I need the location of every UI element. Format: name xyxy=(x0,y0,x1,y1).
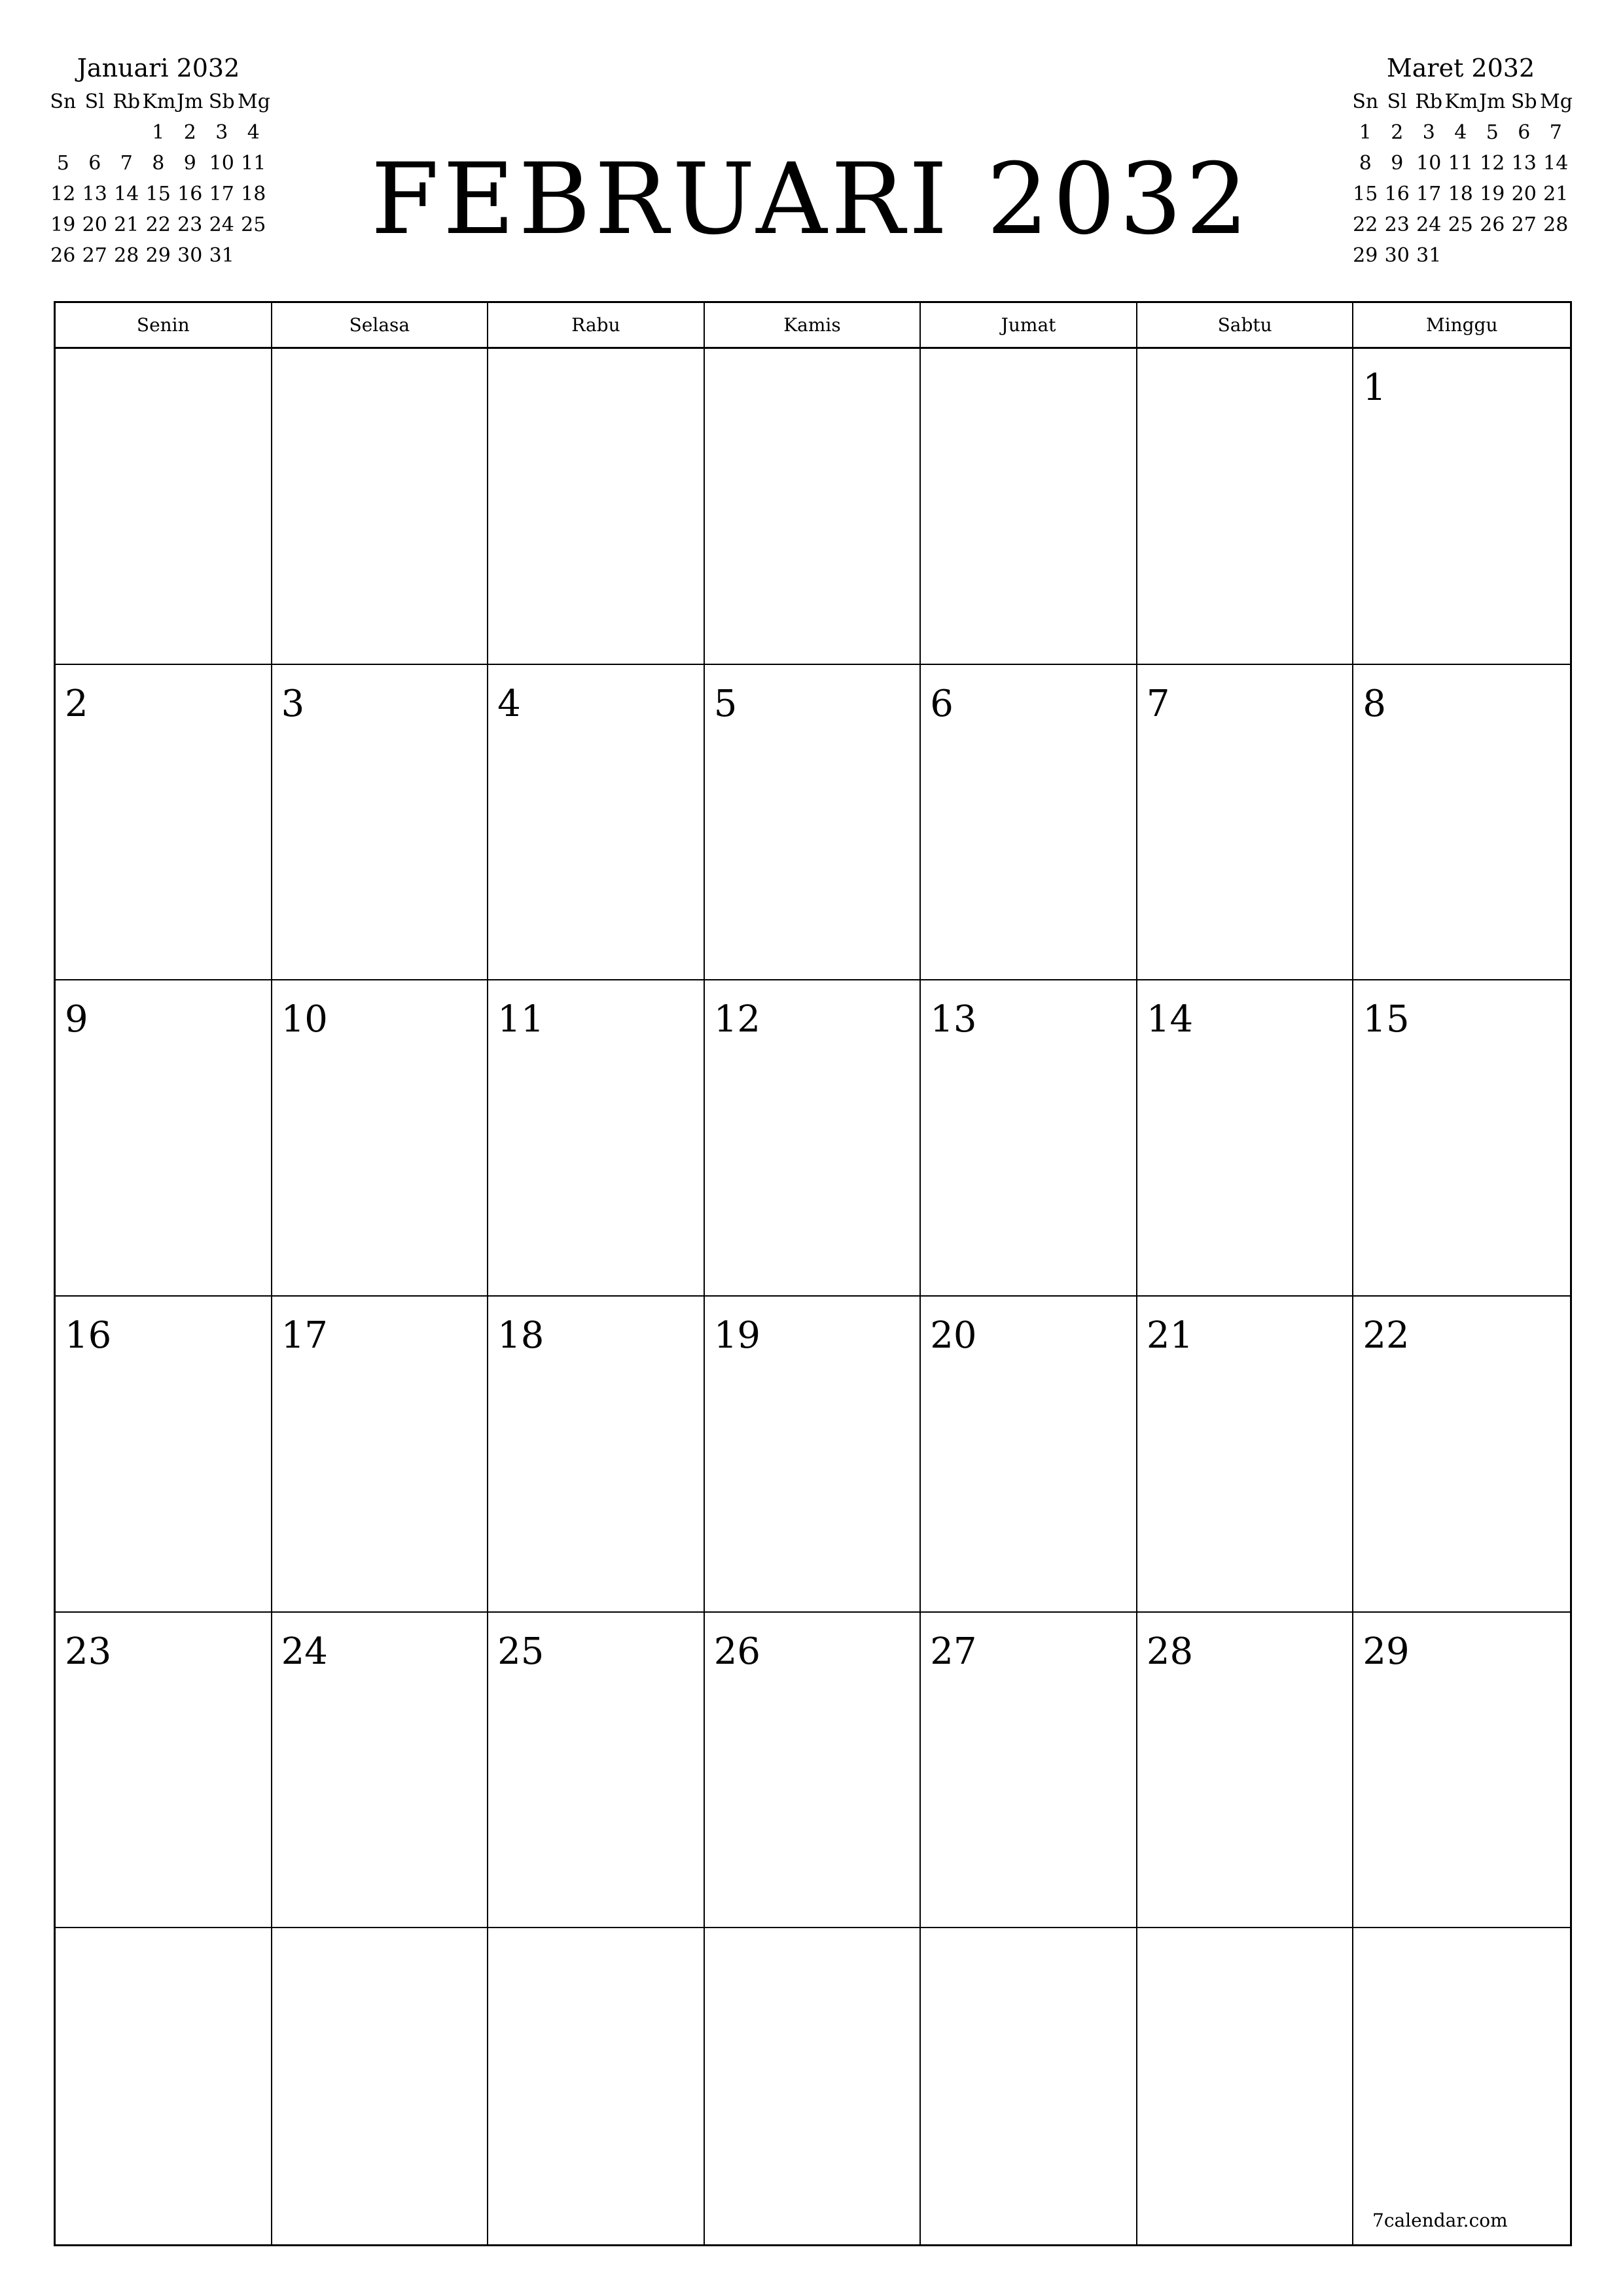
month-grid xyxy=(54,301,1572,2246)
day-cell xyxy=(921,1297,1137,1613)
mini-day: 29 xyxy=(145,244,171,267)
day-number: 7 xyxy=(1146,682,1170,725)
mini-day: 9 xyxy=(1391,152,1404,175)
mini-day: 2 xyxy=(183,121,196,144)
mini-day xyxy=(1508,240,1541,271)
mini-day: 15 xyxy=(1353,183,1378,206)
mini-day: 25 xyxy=(1448,213,1473,236)
mini-day: 11 xyxy=(1448,152,1473,175)
mini-day: 10 xyxy=(209,152,234,175)
day-number: 3 xyxy=(281,682,305,725)
day-cell xyxy=(1353,980,1570,1297)
day-cell xyxy=(56,980,272,1297)
mini-day: 6 xyxy=(1518,121,1531,144)
mini-day: 22 xyxy=(1353,213,1378,236)
day-cell xyxy=(921,665,1137,981)
day-number: 11 xyxy=(497,998,544,1041)
mini-day: 21 xyxy=(1543,183,1569,206)
day-cell xyxy=(272,980,489,1297)
day-number: 15 xyxy=(1363,998,1410,1041)
day-cell xyxy=(1137,349,1354,665)
day-cell xyxy=(272,665,489,981)
mini-calendar-title: Maret 2032 xyxy=(1386,54,1535,82)
mini-day: 5 xyxy=(1486,121,1499,144)
day-number: 27 xyxy=(930,1630,977,1673)
day-number: 29 xyxy=(1363,1630,1410,1673)
day-cell xyxy=(1137,1613,1354,1929)
page-title: FEBRUARI 2032 xyxy=(370,143,1253,257)
day-cell xyxy=(56,1613,272,1929)
day-cell xyxy=(56,349,272,665)
day-number: 16 xyxy=(65,1314,112,1357)
mini-day: 4 xyxy=(1454,121,1467,144)
mini-day: 24 xyxy=(209,213,234,236)
mini-weekday: Mg xyxy=(238,90,270,113)
day-number: 5 xyxy=(713,682,738,725)
mini-day: 9 xyxy=(183,152,196,175)
weekday-header: Minggu xyxy=(1425,314,1498,336)
day-cell xyxy=(272,349,489,665)
mini-day: 7 xyxy=(1549,121,1562,144)
mini-day: 1 xyxy=(1359,121,1372,144)
mini-weekday: Km xyxy=(1444,90,1478,113)
weekday-header: Kamis xyxy=(705,303,921,347)
day-number: 28 xyxy=(1146,1630,1194,1673)
day-number: 26 xyxy=(713,1630,760,1673)
mini-day: 20 xyxy=(1511,183,1537,206)
mini-day: 1 xyxy=(152,121,165,144)
mini-day: 14 xyxy=(114,183,139,206)
mini-day: 7 xyxy=(120,152,133,175)
day-number: 18 xyxy=(497,1314,544,1357)
mini-day: 18 xyxy=(1448,183,1473,206)
day-cell xyxy=(921,1928,1137,2244)
day-cell xyxy=(1137,1297,1354,1613)
mini-day: 31 xyxy=(209,244,234,267)
mini-day: 18 xyxy=(241,183,266,206)
day-cell xyxy=(488,1613,705,1929)
mini-day: 23 xyxy=(1384,213,1410,236)
day-number: 14 xyxy=(1146,998,1194,1041)
day-cell xyxy=(1353,1613,1570,1929)
day-number: 4 xyxy=(497,682,521,725)
day-cell xyxy=(1353,1297,1570,1613)
mini-day: 27 xyxy=(82,244,107,267)
mini-day: 22 xyxy=(145,213,171,236)
mini-weekday: Jm xyxy=(177,90,204,113)
mini-day: 23 xyxy=(177,213,203,236)
mini-day: 29 xyxy=(1353,244,1378,267)
day-cell xyxy=(1353,665,1570,981)
mini-weekday: Sn xyxy=(50,90,77,113)
mini-day: 16 xyxy=(177,183,203,206)
mini-weekday: Sb xyxy=(1510,90,1537,113)
mini-calendar-weekdays xyxy=(1349,86,1572,117)
mini-weekday: Km xyxy=(142,90,176,113)
day-number: 22 xyxy=(1363,1314,1410,1357)
mini-day xyxy=(1540,240,1572,271)
mini-weekday: Rb xyxy=(1415,90,1443,113)
day-cell xyxy=(921,1613,1137,1929)
weekday-header: Rabu xyxy=(488,303,705,347)
day-cell xyxy=(272,1613,489,1929)
mini-calendar-march xyxy=(1349,50,1572,271)
mini-day: 26 xyxy=(1480,213,1505,236)
mini-calendar-title: Januari 2032 xyxy=(77,54,240,82)
mini-day: 20 xyxy=(82,213,107,236)
day-number: 23 xyxy=(65,1630,112,1673)
mini-day: 13 xyxy=(1511,152,1537,175)
day-number: 6 xyxy=(930,682,954,725)
day-cell xyxy=(705,665,921,981)
mini-day xyxy=(1476,240,1508,271)
mini-day: 19 xyxy=(1480,183,1505,206)
weekday-header: Senin xyxy=(56,303,272,347)
weekday-header: Selasa xyxy=(272,303,489,347)
day-number: 8 xyxy=(1363,682,1387,725)
mini-calendar-weekdays xyxy=(47,86,270,117)
mini-weekday: Rb xyxy=(113,90,141,113)
mini-day: 10 xyxy=(1416,152,1442,175)
day-cell xyxy=(1137,1928,1354,2244)
mini-day: 3 xyxy=(1422,121,1435,144)
day-cell xyxy=(272,1297,489,1613)
day-number: 12 xyxy=(713,998,760,1041)
mini-day: 24 xyxy=(1416,213,1442,236)
day-cell xyxy=(488,980,705,1297)
mini-day: 27 xyxy=(1511,213,1537,236)
day-cell xyxy=(1137,980,1354,1297)
day-number: 19 xyxy=(713,1314,760,1357)
day-number: 21 xyxy=(1146,1314,1194,1357)
mini-day: 30 xyxy=(177,244,203,267)
mini-day: 13 xyxy=(82,183,107,206)
weekday-header: Jumat xyxy=(921,303,1137,347)
day-cell xyxy=(705,1928,921,2244)
day-number: 25 xyxy=(497,1630,544,1673)
day-cell xyxy=(705,1613,921,1929)
mini-weekday: Sl xyxy=(84,90,105,113)
day-cell xyxy=(272,1928,489,2244)
mini-day: 26 xyxy=(50,244,76,267)
mini-day: 16 xyxy=(1384,183,1410,206)
mini-day: 28 xyxy=(1543,213,1569,236)
day-number: 9 xyxy=(65,998,88,1041)
day-cell xyxy=(488,665,705,981)
mini-day: 8 xyxy=(1359,152,1372,175)
day-grid xyxy=(56,349,1570,2244)
day-cell xyxy=(1353,349,1570,665)
mini-weekday: Mg xyxy=(1540,90,1573,113)
mini-day: 12 xyxy=(1480,152,1505,175)
mini-day: 6 xyxy=(88,152,101,175)
mini-day: 12 xyxy=(50,183,76,206)
mini-day xyxy=(1445,240,1477,271)
mini-day: 3 xyxy=(215,121,228,144)
mini-day: 8 xyxy=(152,152,165,175)
day-cell xyxy=(56,1297,272,1613)
day-number: 1 xyxy=(1363,367,1387,409)
day-cell xyxy=(921,980,1137,1297)
mini-day: 17 xyxy=(1416,183,1442,206)
mini-day: 30 xyxy=(1384,244,1410,267)
day-cell xyxy=(488,349,705,665)
day-number: 13 xyxy=(930,998,977,1041)
mini-day: 17 xyxy=(209,183,234,206)
site-credit: 7calendar.com xyxy=(1372,2210,1508,2231)
day-cell xyxy=(705,349,921,665)
day-number: 2 xyxy=(65,682,88,725)
mini-weekday: Sb xyxy=(208,90,235,113)
day-cell xyxy=(1353,1928,1570,2244)
day-number: 20 xyxy=(930,1314,977,1357)
day-number: 10 xyxy=(281,998,328,1041)
mini-weekday: Sn xyxy=(1352,90,1379,113)
mini-day: 5 xyxy=(56,152,69,175)
mini-day: 14 xyxy=(1543,152,1569,175)
mini-day: 19 xyxy=(50,213,76,236)
mini-weekday: Sl xyxy=(1387,90,1407,113)
mini-day: 15 xyxy=(145,183,171,206)
mini-day: 31 xyxy=(1416,244,1442,267)
day-cell xyxy=(488,1297,705,1613)
day-cell xyxy=(56,1928,272,2244)
mini-day: 2 xyxy=(1391,121,1404,144)
day-cell xyxy=(1137,665,1354,981)
weekday-header-row xyxy=(56,303,1570,349)
mini-calendar-days xyxy=(1349,117,1572,271)
mini-day: 4 xyxy=(247,121,260,144)
weekday-header: Sabtu xyxy=(1137,303,1354,347)
day-cell xyxy=(705,1297,921,1613)
mini-weekday: Jm xyxy=(1479,90,1506,113)
mini-day: 28 xyxy=(114,244,139,267)
day-number: 24 xyxy=(281,1630,328,1673)
day-cell xyxy=(705,980,921,1297)
day-number: 17 xyxy=(281,1314,328,1357)
day-cell xyxy=(488,1928,705,2244)
mini-day: 11 xyxy=(241,152,266,175)
day-cell xyxy=(921,349,1137,665)
mini-day: 25 xyxy=(241,213,266,236)
mini-day: 21 xyxy=(114,213,139,236)
day-cell xyxy=(56,665,272,981)
